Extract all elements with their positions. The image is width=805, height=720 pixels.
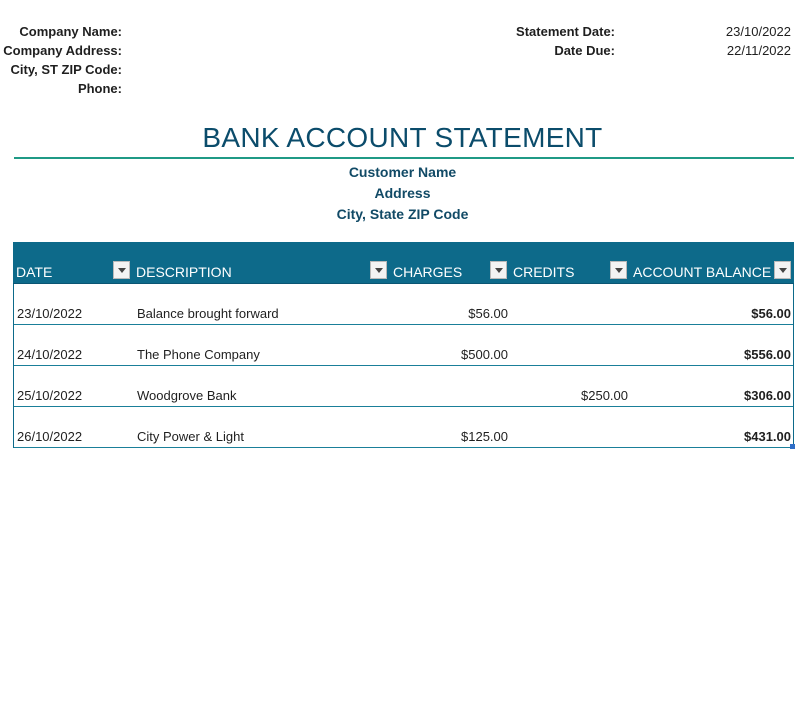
cell-balance[interactable]: $431.00 <box>744 429 791 444</box>
filter-dropdown-balance-icon[interactable] <box>774 261 791 279</box>
cell-balance[interactable]: $56.00 <box>751 306 791 321</box>
cell-charges[interactable]: $500.00 <box>461 347 508 362</box>
statement-info-labels <box>490 22 615 60</box>
customer-name[interactable]: Customer Name <box>348 164 457 180</box>
cell-balance[interactable]: $306.00 <box>744 388 791 403</box>
filter-dropdown-description-icon[interactable] <box>370 261 387 279</box>
cell-charges[interactable]: $56.00 <box>468 306 508 321</box>
table-body <box>13 284 794 448</box>
company-phone-label[interactable]: Phone: <box>77 81 122 96</box>
filter-dropdown-charges-icon[interactable] <box>490 261 507 279</box>
company-city-label[interactable]: City, ST ZIP Code: <box>10 62 122 77</box>
statement-table <box>13 242 794 448</box>
page-title[interactable]: BANK ACCOUNT STATEMENT <box>202 122 603 153</box>
cell-charges[interactable]: $125.00 <box>461 429 508 444</box>
customer-city[interactable]: City, State ZIP Code <box>336 206 469 222</box>
company-address-label[interactable]: Company Address: <box>3 43 122 58</box>
filter-dropdown-credits-icon[interactable] <box>610 261 627 279</box>
cell-description[interactable]: Woodgrove Bank <box>137 388 237 403</box>
customer-address[interactable]: Address <box>374 185 431 201</box>
cell-date[interactable]: 24/10/2022 <box>17 347 83 362</box>
header-charges[interactable]: CHARGES <box>393 264 463 280</box>
statement-date-value[interactable]: 23/10/2022 <box>725 24 791 39</box>
table-row <box>14 325 793 366</box>
date-due-value[interactable]: 22/11/2022 <box>726 43 791 58</box>
header-credits[interactable]: CREDITS <box>513 264 575 280</box>
table-row <box>14 366 793 407</box>
table-row <box>14 407 793 448</box>
company-info-labels <box>0 22 122 98</box>
header-description[interactable]: DESCRIPTION <box>136 264 232 280</box>
statement-date-label[interactable]: Statement Date: <box>516 24 615 39</box>
company-name-label[interactable]: Company Name: <box>19 24 122 39</box>
cell-date[interactable]: 25/10/2022 <box>17 388 83 403</box>
date-due-label[interactable]: Date Due: <box>554 43 615 58</box>
cell-date[interactable]: 23/10/2022 <box>17 306 83 321</box>
cell-credits[interactable]: $250.00 <box>581 388 628 403</box>
filter-dropdown-date-icon[interactable] <box>113 261 130 279</box>
selection-fill-handle[interactable] <box>790 444 795 449</box>
header-account-balance[interactable]: ACCOUNT BALANCE <box>633 264 772 280</box>
header-date[interactable]: DATE <box>16 264 53 280</box>
cell-description[interactable]: The Phone Company <box>137 347 260 362</box>
cell-description[interactable]: Balance brought forward <box>137 306 279 321</box>
cell-date[interactable]: 26/10/2022 <box>17 429 83 444</box>
statement-info-values <box>660 22 791 60</box>
table-row <box>14 284 793 325</box>
table-header-row <box>13 242 794 284</box>
title-divider <box>14 157 794 159</box>
cell-balance[interactable]: $556.00 <box>744 347 791 362</box>
cell-description[interactable]: City Power & Light <box>137 429 244 444</box>
customer-block <box>0 162 805 225</box>
